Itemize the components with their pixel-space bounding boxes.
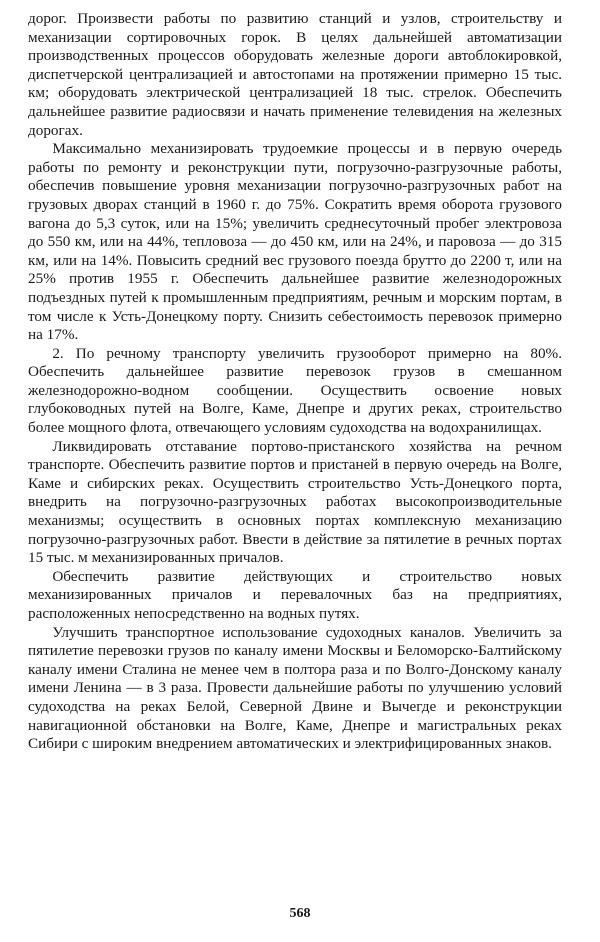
paragraph-5: Обеспечить развитие действующих и строительство новых механизированных причалов и перевалочных баз на предприятиях, расположенных непосредственно на водных путях. [28, 567, 562, 622]
body-text [28, 10, 562, 754]
paragraph-3: 2. По речному транспорту увеличить грузооборот примерно на 80%. Обеспечить дальнейшее развитие перевозок грузов в смешанном железнодорожно-водном сообщении. Осуществить освоение новых глубоководных путей на Волге, Каме, Днепре и других реках, строительство более мощного флота, отвечающего условиям судоходства на водохранилищах. [28, 344, 562, 437]
paragraph-6: Улучшить транспортное использование судоходных каналов. Увеличить за пятилетие перевозки грузов по каналу имени Москвы и Беломорско-Балтийскому каналу имени Сталина не менее чем в полтора раза и по Волго-Донскому каналу имени Ленина — в 3 раза. Провести дальнейшие работы по улучшению условий судоходства на реках Белой, Северной Двине и Вычегде и реконструкции навигационной обстановки на Волге, Каме, Днепре и магистральных реках Сибири с широким внедрением автоматических и электрифицированных знаков. [28, 623, 562, 753]
paragraph-1: дорог. Произвести работы по развитию станций и узлов, строительству и механизации сортировочных горок. В целях дальнейшей автоматизации производственных процессов оборудовать железные дороги автоблокировкой, диспетчерской централизацией и автостопами на протяжении примерно 15 тыс. км; оборудовать электрической централизацией 18 тыс. стрелок. Обеспечить дальнейшее развитие радиосвязи и начать применение телевидения на железных дорогах. [28, 10, 562, 139]
paragraph-2: Максимально механизировать трудоемкие процессы и в первую очередь работы по ремонту и реконструкции пути, погрузочно-разгрузочные работы, обеспечив повышение уровня механизации погрузочно-разгрузочных работ на грузовых дворах станций в 1960 г. до 75%. Сократить время оборота грузового вагона до 5,3 суток, или на 15%; увеличить среднесуточный пробег электровоза до 550 км, или на 44%, тепловоза — до 450 км, или на 24%, и паровоза — до 315 км, или на 14%. Повысить средний вес грузового поезда брутто до 2200 т, или на 25% против 1955 г. Обеспечить дальнейшее развитие железнодорожных подъездных путей к промышленным предприятиям, речным и морским портам, в том числе к Усть-Донецкому порту. Снизить себестоимость перевозок примерно на 17%. [28, 140, 562, 344]
paragraph-4: Ликвидировать отставание портово-пристанского хозяйства на речном транспорте. Обеспечить развитие портов и пристаней в первую очередь на Волге, Каме и сибирских реках. Осуществить строительство Усть-Донецкого порта, внедрить на погрузочно-разгрузочных работах высокопроизводительные механизмы; осуществить в основных портах комплексную механизацию погрузочно-разгрузочных работ. Ввести в действие за пятилетие в речных портах 15 тыс. м механизированных причалов. [28, 437, 562, 567]
page-number: 568 [289, 906, 311, 921]
